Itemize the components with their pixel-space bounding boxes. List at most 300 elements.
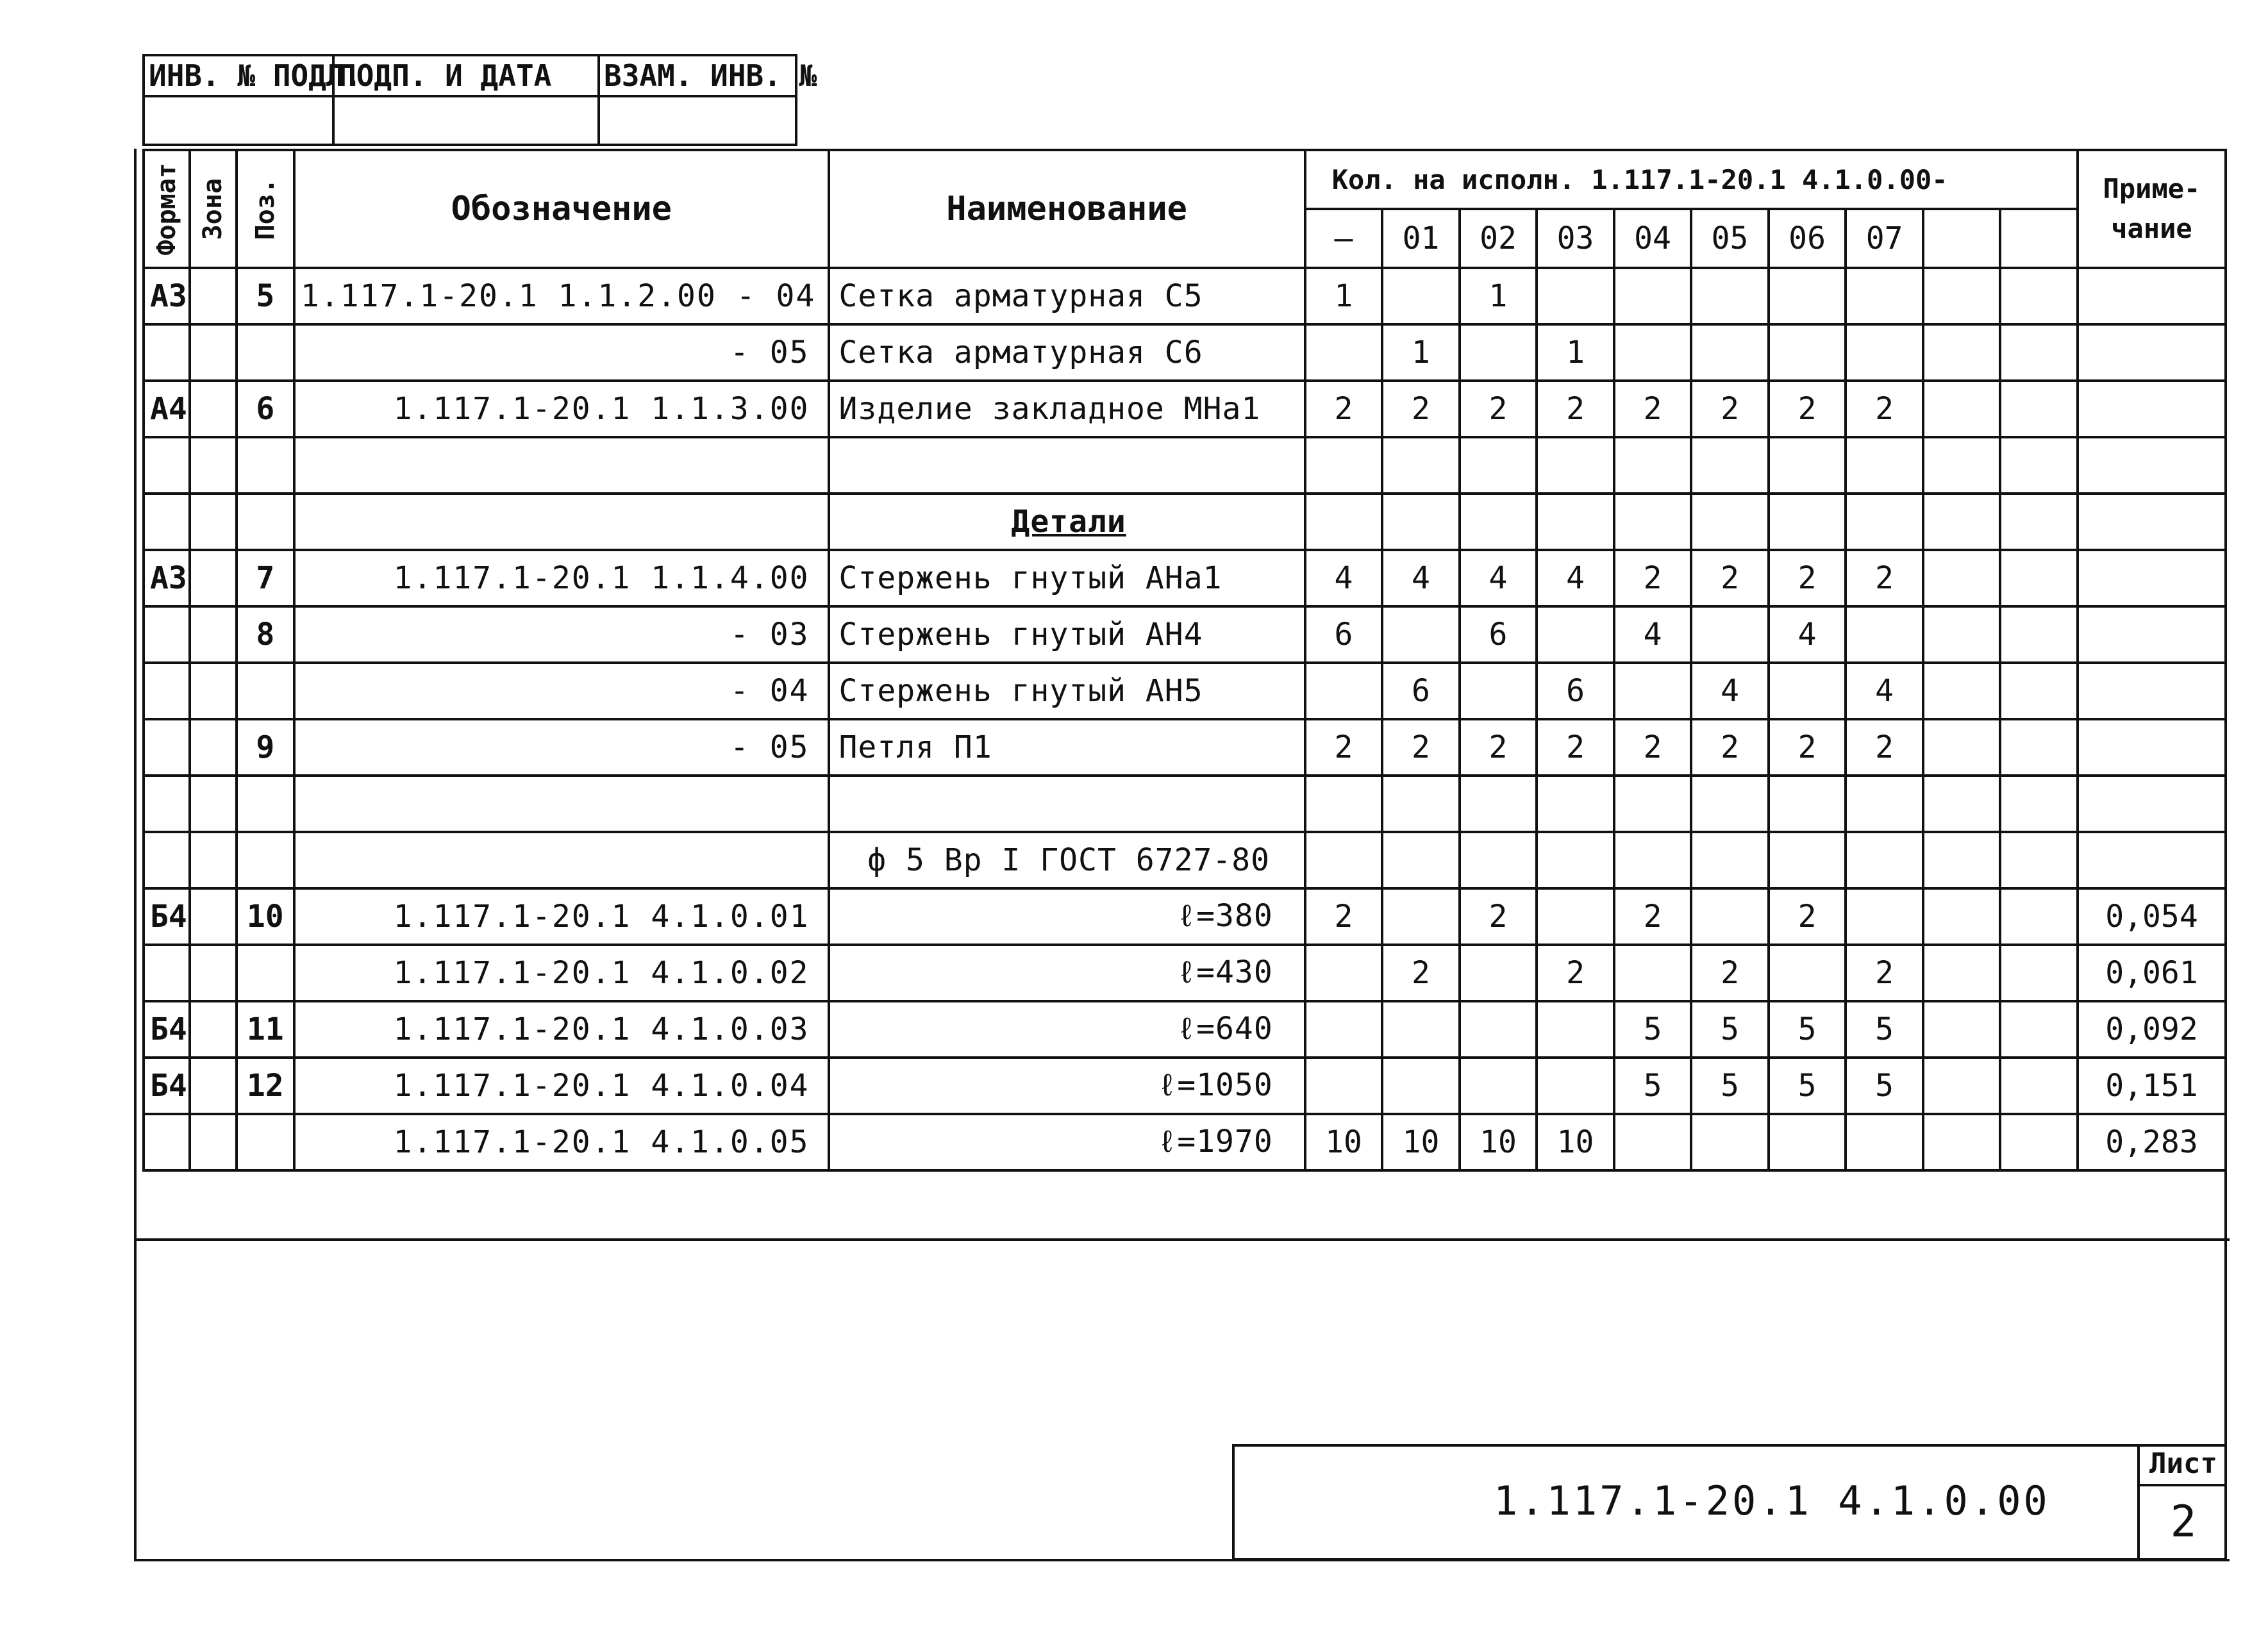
cell-name: Стержень гнутый АН5 (829, 663, 1305, 719)
table-row (144, 1058, 2226, 1114)
cell-qty: 2 (1769, 719, 1846, 776)
cell-qty (1846, 776, 1923, 832)
cell-zone (190, 550, 236, 606)
cell-qty: 10 (1537, 1114, 1614, 1170)
cell-designation: - 05 (294, 324, 829, 381)
cell-qty: 4 (1537, 550, 1614, 606)
cell-zone (190, 776, 236, 832)
cell-qty: 5 (1691, 1058, 1769, 1114)
cell-name: Стержень гнутый АНа1 (829, 550, 1305, 606)
cell-qty (1537, 776, 1614, 832)
cell-qty (2000, 945, 2078, 1001)
cell-note (2078, 381, 2226, 437)
cell-qty (1691, 776, 1769, 832)
cell-qty: 10 (1382, 1114, 1460, 1170)
cell-format (144, 719, 190, 776)
cell-name: Детали (829, 494, 1305, 550)
cell-pos: 9 (237, 719, 294, 776)
sheet-number: 2 (2170, 1497, 2197, 1547)
qty-variant-header (1923, 209, 2001, 268)
sheet-label: Лист (2140, 1444, 2227, 1486)
cell-qty (2000, 268, 2078, 324)
cell-qty (1923, 945, 2001, 1001)
cell-qty (1305, 1001, 1383, 1058)
cell-qty (1846, 437, 1923, 494)
cell-designation (294, 494, 829, 550)
cell-qty (1537, 268, 1614, 324)
cell-qty: 6 (1305, 606, 1383, 663)
cell-format (144, 324, 190, 381)
cell-zone (190, 832, 236, 888)
cell-qty (1923, 1058, 2001, 1114)
cell-qty (1614, 494, 1692, 550)
cell-qty (1923, 324, 2001, 381)
cell-qty: 2 (1691, 719, 1769, 776)
qty-variant-header: 06 (1769, 209, 1846, 268)
cell-qty (2000, 888, 2078, 945)
cell-zone (190, 268, 236, 324)
cell-name: ℓ=640 (829, 1001, 1305, 1058)
cell-name: Сетка арматурная С6 (829, 324, 1305, 381)
cell-designation: - 03 (294, 606, 829, 663)
cell-qty (2000, 494, 2078, 550)
cell-qty: 2 (1846, 381, 1923, 437)
cell-qty (1769, 494, 1846, 550)
cell-qty (1382, 1058, 1460, 1114)
cell-qty: 1 (1305, 268, 1383, 324)
cell-qty (1614, 324, 1692, 381)
cell-qty (1614, 776, 1692, 832)
cell-zone (190, 1114, 236, 1170)
qty-variant-header: 01 (1382, 209, 1460, 268)
cell-qty (1769, 945, 1846, 1001)
cell-qty (1769, 268, 1846, 324)
cell-qty (1382, 437, 1460, 494)
table-row (144, 1001, 2226, 1058)
qty-variant-header: 07 (1846, 209, 1923, 268)
cell-qty (1614, 268, 1692, 324)
cell-qty (1460, 1058, 1537, 1114)
cell-designation: 1.117.1-20.1 4.1.0.03 (294, 1001, 829, 1058)
cell-designation: 1.117.1-20.1 4.1.0.05 (294, 1114, 829, 1170)
cell-note (2078, 719, 2226, 776)
cell-qty (1691, 888, 1769, 945)
approval-stamp (142, 54, 817, 146)
cell-qty (1769, 832, 1846, 888)
cell-format (144, 494, 190, 550)
header-note: Приме-чание (2078, 150, 2226, 268)
cell-qty (2000, 776, 2078, 832)
cell-qty: 2 (1460, 888, 1537, 945)
cell-name: Изделие закладное МНа1 (829, 381, 1305, 437)
cell-qty: 4 (1382, 550, 1460, 606)
cell-qty (1614, 832, 1692, 888)
cell-qty: 6 (1382, 663, 1460, 719)
cell-format (144, 945, 190, 1001)
cell-qty (1923, 381, 2001, 437)
cell-qty: 5 (1691, 1001, 1769, 1058)
cell-format (144, 606, 190, 663)
cell-qty (2000, 832, 2078, 888)
cell-zone (190, 606, 236, 663)
cell-zone (190, 663, 236, 719)
cell-qty (1691, 268, 1769, 324)
cell-designation (294, 776, 829, 832)
cell-pos: 8 (237, 606, 294, 663)
cell-qty (1460, 324, 1537, 381)
cell-qty: 2 (1382, 945, 1460, 1001)
cell-zone (190, 888, 236, 945)
cell-qty (1923, 1114, 2001, 1170)
cell-note: 0,054 (2078, 888, 2226, 945)
cell-qty (1769, 1114, 1846, 1170)
cell-qty: 10 (1460, 1114, 1537, 1170)
header-pos: Поз. (237, 150, 294, 268)
cell-qty (1923, 606, 2001, 663)
cell-name: ℓ=1970 (829, 1114, 1305, 1170)
cell-name: Стержень гнутый АН4 (829, 606, 1305, 663)
table-row (144, 494, 2226, 550)
cell-qty: 2 (1691, 945, 1769, 1001)
qty-variant-header: 04 (1614, 209, 1692, 268)
cell-pos (237, 663, 294, 719)
cell-qty: 6 (1460, 606, 1537, 663)
table-row (144, 832, 2226, 888)
cell-qty (1382, 888, 1460, 945)
cell-qty (2000, 1114, 2078, 1170)
cell-format (144, 776, 190, 832)
cell-note (2078, 550, 2226, 606)
cell-name: ℓ=380 (829, 888, 1305, 945)
cell-qty: 2 (1846, 550, 1923, 606)
cell-note: 0,092 (2078, 1001, 2226, 1058)
cell-qty: 6 (1537, 663, 1614, 719)
cell-qty: 2 (1691, 381, 1769, 437)
cell-zone (190, 494, 236, 550)
cell-zone (190, 1001, 236, 1058)
cell-qty: 10 (1305, 1114, 1383, 1170)
stamp-header-replace-inv: ВЗАМ. ИНВ. № (599, 55, 796, 96)
cell-note (2078, 437, 2226, 494)
header-zone: Зона (190, 150, 236, 268)
cell-format: А4 (144, 381, 190, 437)
cell-qty: 2 (1537, 719, 1614, 776)
cell-pos: 12 (237, 1058, 294, 1114)
cell-qty: 2 (1614, 381, 1692, 437)
cell-qty (1769, 437, 1846, 494)
cell-name: ℓ=1050 (829, 1058, 1305, 1114)
cell-qty (1305, 437, 1383, 494)
cell-format (144, 437, 190, 494)
cell-name: Петля П1 (829, 719, 1305, 776)
cell-qty (1537, 437, 1614, 494)
cell-designation: 1.117.1-20.1 4.1.0.04 (294, 1058, 829, 1114)
cell-zone (190, 1058, 236, 1114)
cell-qty (1537, 1001, 1614, 1058)
cell-qty (2000, 381, 2078, 437)
cell-pos: 11 (237, 1001, 294, 1058)
cell-designation: - 05 (294, 719, 829, 776)
cell-name: Сетка арматурная С5 (829, 268, 1305, 324)
cell-qty (1923, 268, 2001, 324)
cell-qty (1537, 1058, 1614, 1114)
cell-qty (1691, 1114, 1769, 1170)
cell-qty: 4 (1769, 606, 1846, 663)
stamp-cell-sign-date (333, 96, 599, 145)
cell-qty: 2 (1614, 888, 1692, 945)
cell-qty (2000, 324, 2078, 381)
cell-zone (190, 324, 236, 381)
cell-note (2078, 494, 2226, 550)
cell-zone (190, 945, 236, 1001)
cell-qty: 4 (1846, 663, 1923, 719)
cell-qty (1846, 494, 1923, 550)
cell-qty: 4 (1614, 606, 1692, 663)
stamp-header-inv-no: ИНВ. № ПОДЛ. (144, 55, 333, 96)
cell-note (2078, 324, 2226, 381)
cell-qty (1305, 324, 1383, 381)
cell-qty (1460, 494, 1537, 550)
cell-qty: 2 (1305, 381, 1383, 437)
cell-pos (237, 324, 294, 381)
header-qty: Кол. на исполн. 1.117.1-20.1 4.1.0.00- (1305, 150, 2078, 209)
cell-pos: 6 (237, 381, 294, 437)
cell-qty: 2 (1614, 719, 1692, 776)
cell-qty (1769, 324, 1846, 381)
cell-note (2078, 776, 2226, 832)
cell-qty (1923, 663, 2001, 719)
cell-qty: 2 (1769, 381, 1846, 437)
cell-qty (1537, 494, 1614, 550)
cell-designation: 1.117.1-20.1 1.1.3.00 (294, 381, 829, 437)
cell-qty: 2 (1846, 945, 1923, 1001)
frame-table-bottom-border (134, 1238, 2230, 1241)
cell-note (2078, 663, 2226, 719)
cell-qty (2000, 606, 2078, 663)
cell-pos (237, 1114, 294, 1170)
cell-pos: 7 (237, 550, 294, 606)
cell-qty (1691, 606, 1769, 663)
cell-qty (1846, 832, 1923, 888)
cell-pos (237, 494, 294, 550)
table-row (144, 381, 2226, 437)
cell-qty (1537, 832, 1614, 888)
cell-qty (1614, 437, 1692, 494)
cell-qty (1923, 776, 2001, 832)
sheet-box (2137, 1444, 2227, 1561)
table-row (144, 550, 2226, 606)
cell-qty: 2 (1537, 945, 1614, 1001)
cell-name (829, 776, 1305, 832)
cell-designation: - 04 (294, 663, 829, 719)
cell-pos (237, 776, 294, 832)
cell-qty (1846, 324, 1923, 381)
cell-qty (1846, 1114, 1923, 1170)
qty-variant-header: — (1305, 209, 1383, 268)
frame-left-border (134, 149, 137, 1561)
table-row (144, 1114, 2226, 1170)
cell-designation: 1.117.1-20.1 4.1.0.01 (294, 888, 829, 945)
cell-note (2078, 268, 2226, 324)
cell-qty: 5 (1846, 1058, 1923, 1114)
cell-qty: 5 (1769, 1001, 1846, 1058)
cell-pos: 5 (237, 268, 294, 324)
cell-qty (2000, 1001, 2078, 1058)
cell-qty (1846, 268, 1923, 324)
table-row (144, 719, 2226, 776)
cell-qty (1382, 776, 1460, 832)
stamp-cell-replace-inv (599, 96, 796, 145)
cell-qty: 2 (1846, 719, 1923, 776)
cell-qty (1614, 663, 1692, 719)
cell-qty: 2 (1769, 550, 1846, 606)
table-row (144, 324, 2226, 381)
cell-format (144, 663, 190, 719)
header-row-top (144, 150, 2226, 209)
cell-qty (1691, 437, 1769, 494)
cell-format (144, 1114, 190, 1170)
cell-note: 0,151 (2078, 1058, 2226, 1114)
cell-qty (1460, 1001, 1537, 1058)
cell-qty (2000, 663, 2078, 719)
cell-qty (1614, 1114, 1692, 1170)
cell-name (829, 437, 1305, 494)
cell-qty (1305, 776, 1383, 832)
cell-qty: 4 (1305, 550, 1383, 606)
cell-qty: 2 (1305, 888, 1383, 945)
cell-qty (1923, 832, 2001, 888)
cell-designation: 1.117.1-20.1 1.1.2.00 - 04 (294, 268, 829, 324)
cell-qty (1846, 888, 1923, 945)
cell-qty: 2 (1305, 719, 1383, 776)
cell-designation: 1.117.1-20.1 1.1.4.00 (294, 550, 829, 606)
cell-qty: 2 (1769, 888, 1846, 945)
cell-designation: 1.117.1-20.1 4.1.0.02 (294, 945, 829, 1001)
cell-qty: 4 (1460, 550, 1537, 606)
cell-designation (294, 437, 829, 494)
cell-note: 0,061 (2078, 945, 2226, 1001)
cell-qty: 2 (1614, 550, 1692, 606)
document-code: 1.117.1-20.1 4.1.0.00 (1494, 1477, 2050, 1524)
cell-qty (1305, 945, 1383, 1001)
cell-qty (1846, 606, 1923, 663)
cell-qty (1460, 437, 1537, 494)
cell-qty (1923, 1001, 2001, 1058)
cell-qty (2000, 1058, 2078, 1114)
cell-qty (1305, 494, 1383, 550)
cell-note: 0,283 (2078, 1114, 2226, 1170)
table-row (144, 945, 2226, 1001)
specification-table (142, 149, 2227, 1172)
cell-designation (294, 832, 829, 888)
header-designation: Обозначение (294, 150, 829, 268)
cell-qty (2000, 719, 2078, 776)
cell-qty (1305, 663, 1383, 719)
cell-qty (1305, 1058, 1383, 1114)
cell-qty: 2 (1691, 550, 1769, 606)
cell-qty: 2 (1460, 381, 1537, 437)
cell-qty (1691, 494, 1769, 550)
cell-qty: 2 (1460, 719, 1537, 776)
cell-pos: 10 (237, 888, 294, 945)
cell-qty: 5 (1614, 1001, 1692, 1058)
header-name: Наименование (829, 150, 1305, 268)
cell-qty (1382, 606, 1460, 663)
cell-qty (2000, 437, 2078, 494)
cell-pos (237, 945, 294, 1001)
cell-name: ℓ=430 (829, 945, 1305, 1001)
cell-qty: 4 (1691, 663, 1769, 719)
cell-qty: 1 (1537, 324, 1614, 381)
cell-qty: 1 (1382, 324, 1460, 381)
cell-qty (1460, 663, 1537, 719)
cell-pos (237, 437, 294, 494)
table-row (144, 606, 2226, 663)
cell-qty (1460, 776, 1537, 832)
cell-pos (237, 832, 294, 888)
table-row (144, 663, 2226, 719)
cell-qty (1537, 606, 1614, 663)
cell-qty (1382, 832, 1460, 888)
cell-zone (190, 437, 236, 494)
header-format: Формат (144, 150, 190, 268)
cell-qty (1691, 324, 1769, 381)
qty-variant-header (2000, 209, 2078, 268)
cell-qty (1537, 888, 1614, 945)
cell-qty: 2 (1382, 719, 1460, 776)
cell-qty (1460, 832, 1537, 888)
cell-format: Б4 (144, 888, 190, 945)
cell-format: А3 (144, 550, 190, 606)
cell-format (144, 832, 190, 888)
cell-zone (190, 719, 236, 776)
qty-variant-header: 03 (1537, 209, 1614, 268)
table-row (144, 888, 2226, 945)
specification-body (144, 268, 2226, 1170)
cell-note (2078, 832, 2226, 888)
cell-format: Б4 (144, 1058, 190, 1114)
cell-qty (1923, 550, 2001, 606)
table-row (144, 776, 2226, 832)
cell-qty (1691, 832, 1769, 888)
table-row (144, 437, 2226, 494)
cell-qty: 5 (1846, 1001, 1923, 1058)
cell-name: ф 5 Вр I ГОСТ 6727-80 (829, 832, 1305, 888)
cell-qty: 1 (1460, 268, 1537, 324)
stamp-header-sign-date: ПОДП. И ДАТА (333, 55, 599, 96)
cell-qty (1382, 494, 1460, 550)
cell-qty (1305, 832, 1383, 888)
cell-qty (1460, 945, 1537, 1001)
stamp-cell-inv-no (144, 96, 333, 145)
cell-qty (1614, 945, 1692, 1001)
cell-qty (1769, 776, 1846, 832)
cell-qty: 2 (1537, 381, 1614, 437)
cell-qty (1923, 719, 2001, 776)
cell-qty (1382, 1001, 1460, 1058)
cell-qty (1923, 494, 2001, 550)
cell-qty (1923, 888, 2001, 945)
cell-format: Б4 (144, 1001, 190, 1058)
cell-qty (1923, 437, 2001, 494)
qty-variant-header: 02 (1460, 209, 1537, 268)
cell-qty (1769, 663, 1846, 719)
qty-variant-header: 05 (1691, 209, 1769, 268)
cell-note (2078, 606, 2226, 663)
cell-qty (1382, 268, 1460, 324)
cell-zone (190, 381, 236, 437)
cell-qty (2000, 550, 2078, 606)
